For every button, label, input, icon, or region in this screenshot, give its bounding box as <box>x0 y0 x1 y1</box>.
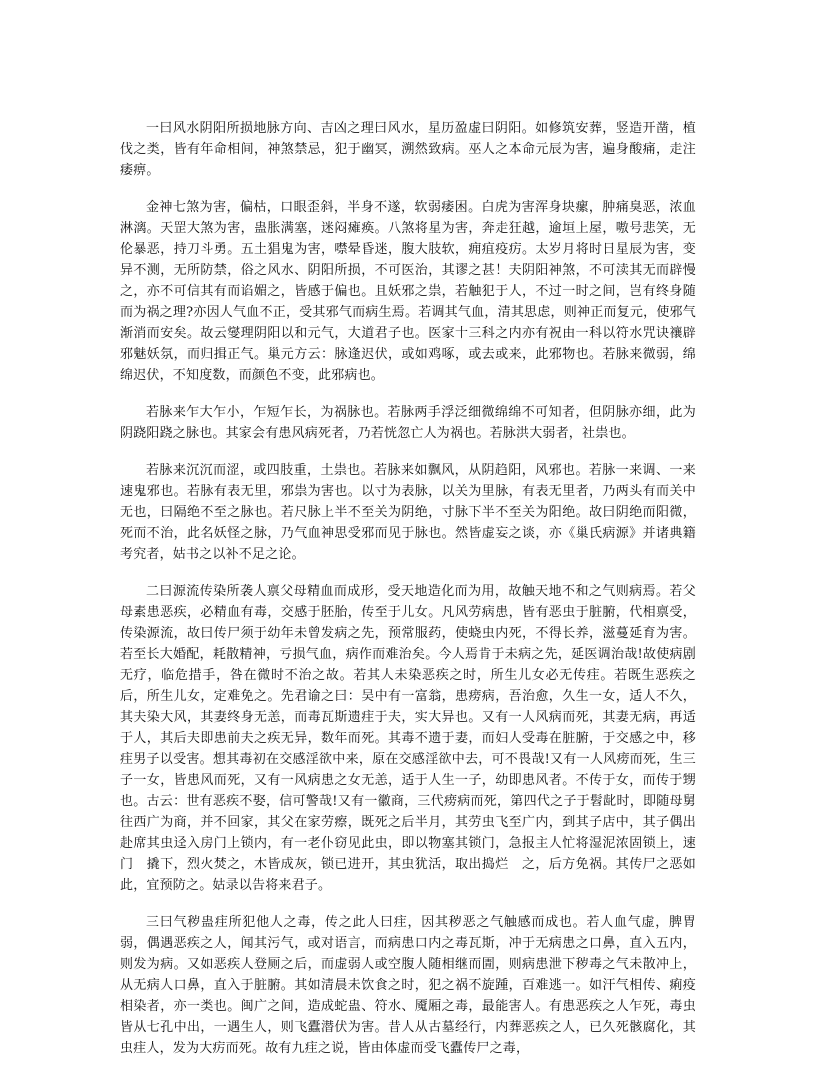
paragraph-tu-sui-mai: 若脉来沉沉而涩，或四肢重，土祟也。若脉来如飘风，从阴趋阳，风邪也。若脉一来调、一来速鬼邪也。若脉有表无里，邪祟为害也。以寸为表脉，以关为里脉，有表无里者，乃两头有而关中无也，曰隔绝不至之脉也。若尺脉上半不至关为阴绝，寸脉下半不至关为阳绝。故曰阴绝而阳微，死而不治，此名妖怪之脉，乃气血神思受邪而见于脉也。然皆虚妄之谈，亦《巢氏病源》并诸典籍考究者，姑书之以补不足之论。 <box>120 463 696 562</box>
paragraph-yuan-liu-chuan-ran: 二曰源流传染所袭人禀父母精血而成形，受天地造化而为用，故触天地不和之气则病焉。若父母素患恶疾，必精血有毒，交感于胚胎，传至于儿女。凡风劳病患，皆有恶虫于脏腑，代相禀受，传染源流，故曰传尸须于幼年未曾发病之先，预常服药，使蛲虫内死，不得长养，滋蔓延育为害。若至长大婚配，耗散精神，亏损气血，病作而难治矣。今人焉肯于未病之先，延医调治哉!故使病剧无疗，临危措手，咎在微时不治之故。若其人未染恶疾之时，所生儿女必无传疰。若既生恶疾之后，所生儿女，定难免之。先君谕之曰：吴中有一富翁，患痨病，吾治愈，久生一女，适人不久，其夫染大风，其妻终身无恙，而毒瓦斯遗疰于夫，实大异也。又有一人风病而死，其妻无病，再适于人，其后夫即患前夫之疾无异，数年而死。其毒不遗于妻，而妇人受毒在脏腑，于交感之中，移疰男子以受害。想其毒初在交感淫欲中来，原在交感淫欲中去，可不畏哉!又有一人风痨而死，生三子一女，皆患风而死，又有一风病患之女无恙，适于人生一子，幼即患风者。不传于女，而传于甥也。古云：世有恶疾不娶，信可警哉!又有一徽商，三代痨病而死，第四代之子于髫龀时，即随母舅往西广为商，并不回家，其父在家劳瘵，既死之后半月，其劳虫飞至广内，到其子店中，其子偶出赴席其虫迳入房门上锁内，有一老仆窃见此虫，即以物塞其锁门，急报主人忙将湿泥浓固锁上，速门 撬下，烈火焚之，木皆成灰，锁已进开，其虫犹活，取出捣烂 之，后方免祸。其传尸之恶如此，宜预防之。姑录以告将来君子。 <box>120 584 696 893</box>
document-page <box>120 118 696 1075</box>
paragraph-huo-mai: 若脉来乍大乍小，乍短乍长，为祸脉也。若脉两手浮泛细微绵绵不可知者，但阴脉亦细，此为阴跷阳跷之脉也。其家会有患风病死者，乃若恍忽亡人为祸也。若脉洪大弱者，社祟也。 <box>120 405 696 441</box>
paragraph-feng-shui-yin-yang: 一曰风水阴阳所损地脉方向、吉凶之理曰风水，星历盈虚曰阴阳。如修筑安葬，竖造开凿，植伐之类，皆有年命相间，神煞禁忌，犯于幽冥，溯然致病。巫人之本命元辰为害，遍身酸痛，走注痿痹。 <box>120 121 696 178</box>
paragraph-qi-hui-gu-zhu: 三曰气秽蛊疰所犯他人之毒，传之此人曰疰，因其秽恶之气触感而成也。若人血气虚，脾胃弱，偶遇恶疾之人，闻其污气，或对语言，而病患口内之毒瓦斯，冲于无病患之口鼻，直入五内，则发为病。又如恶疾人登厕之后，而虚弱人或空腹人随相继而圊，则病患泄下秽毒之气未散冲上，从无病人口鼻，直入于脏腑。其如清晨未饮食之时，犯之祸不旋踵，百难逃一。如汗气相传、痢疫相染者，亦一类也。闽广之间，造成蛇蛊、符水、魇厢之毒，最能害人。有患恶疾之人乍死，毒虫皆从七孔中出，一遇生人，则飞蠹潜伏为害。昔人从古墓经行，内葬恶疾之人，已久死骸腐化，其虫疰人，发为大疠而死。故有九疰之说，皆由体虚而受飞蠹传尸之毒， <box>120 915 696 1056</box>
paragraph-jin-shen-qi-sha: 金神七煞为害，偏枯，口眼歪斜，半身不遂，软弱痿困。白虎为害浑身块瘰，肿痛臭恶，浓血淋漓。天罡大煞为害，蛊胀满塞，迷闷瘫痪。八煞将星为害，奔走狂越，逾垣上屋，嗷号悲笑，无伦暴恶，持刀斗勇。五土猖鬼为害，噤晕昏迷，腹大肢软，痈疽疫疠。太岁月将时日星辰为害，变异不测，无所防禁，俗之风水、阴阳所损，不可医治，其谬之甚！夫阴阳神煞，不可渎其无而辟慢之，亦不可信其有而谄媚之，皆感于偏也。且妖邪之祟，若触犯于人，不过一时之间，岂有终身随而为祸之理?亦因人气血不正，受其邪气而病生焉。若调其气血，清其思虑，则神正而复元，使邪气渐消而安矣。故云燮理阴阳以和元气，大道君子也。医家十三科之内亦有祝由一科以符水咒诀禳辟邪魅妖氛，而归揖正气。巢元方云：脉逢迟伏，或如鸡啄，或去或来，此邪物也。若脉来微弱，绵绵迟伏，不知度数，而颜色不变，此邪病也。 <box>120 200 696 383</box>
